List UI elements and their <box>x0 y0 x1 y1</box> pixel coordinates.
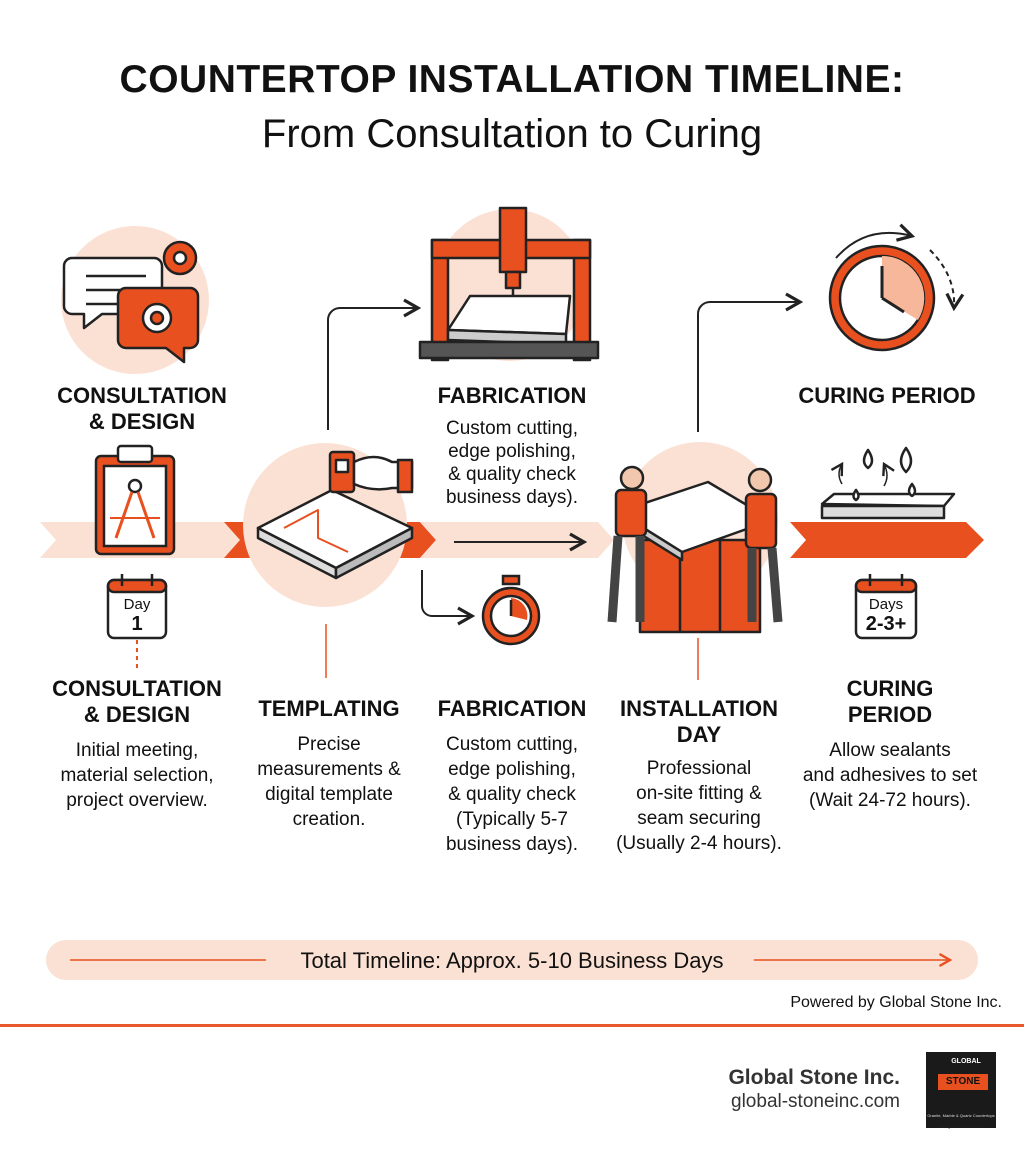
step-title: FABRICATION <box>437 696 587 721</box>
step-description: Precise measurements & digital template creation. <box>257 734 401 830</box>
step-title: TEMPLATING <box>258 696 400 721</box>
footer-divider <box>0 1024 1024 1027</box>
logo-url: www.global-stoneinc.com <box>938 1124 984 1129</box>
brand-url[interactable]: global-stoneinc.com <box>731 1091 900 1112</box>
step-description: Initial meeting, material selection, project overview. <box>60 740 214 811</box>
upper-consultation-heading: CONSULTATION & DESIGN <box>57 383 227 434</box>
calendar-curing-text: Days 2-3+ <box>865 596 907 635</box>
calendar-day1-text: Day 1 <box>123 596 151 635</box>
upper-fabrication-desc: Custom cutting, edge polishing, & quality check business days). <box>445 418 578 508</box>
logo-tagline: Granite, Marble & Quartz Countertops <box>927 1113 995 1118</box>
step-description: Custom cutting, edge polishing, & quality check (Typically 5-7 business days). <box>445 734 578 855</box>
logo-stone-text: STONE <box>938 1074 988 1090</box>
powered-by-text: Powered by Global Stone Inc. <box>790 994 1002 1011</box>
upper-fabrication-heading: FABRICATION <box>437 383 587 408</box>
logo-global-text: GLOBAL <box>951 1058 981 1065</box>
main-title: COUNTERTOP INSTALLATION TIMELINE: <box>119 58 905 101</box>
total-timeline-text: Total Timeline: Approx. 5-10 Business Days <box>300 948 724 973</box>
step-title: CONSULTATION & DESIGN <box>52 676 222 727</box>
step-description: Allow sealants and adhesives to set (Wait 24-72 hours). <box>802 740 978 811</box>
step-title: INSTALLATION DAY <box>619 696 779 747</box>
brand-name: Global Stone Inc. <box>728 1066 900 1089</box>
step-description: Professional on-site fitting & seam securing (Usually 2-4 hours). <box>616 758 782 854</box>
upper-curing-heading: CURING PERIOD <box>798 383 976 408</box>
subtitle: From Consultation to Curing <box>261 112 763 156</box>
step-title: CURING PERIOD <box>846 676 934 727</box>
